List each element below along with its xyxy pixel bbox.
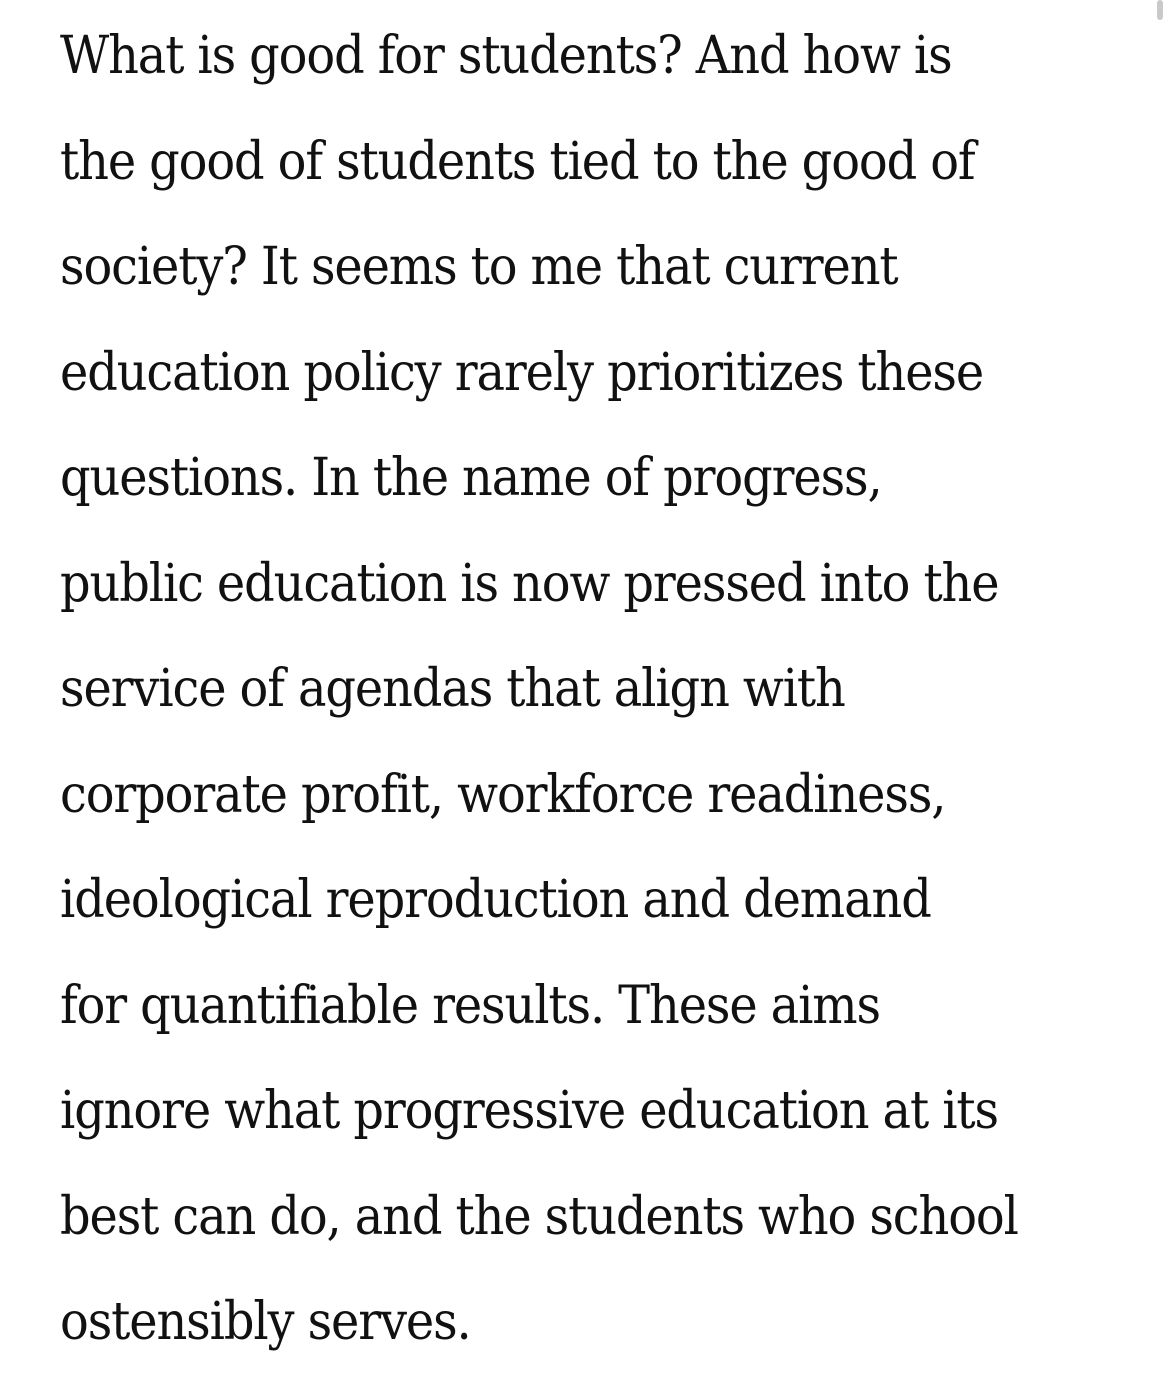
article-paragraph <box>60 0 1054 1376</box>
scrollbar[interactable] <box>1157 0 1163 20</box>
text-line: ostensibly serves. <box>60 1292 471 1352</box>
text-line: What is good for students? And how is <box>60 26 952 86</box>
text-line: the good of students tied to the good of <box>60 131 975 192</box>
text-line: education policy rarely prioritizes these <box>60 342 984 403</box>
text-line: corporate profit, workforce readiness, <box>60 764 946 825</box>
text-line: for quantifiable results. These aims <box>60 975 880 1036</box>
text-line: ignore what progressive education at its <box>60 1081 998 1141</box>
text-line: questions. In the name of progress, <box>60 448 882 508</box>
text-line: ideological reproduction and demand <box>60 870 931 930</box>
text-line: public education is now pressed into the <box>60 553 999 614</box>
text-line: best can do, and the students who school <box>60 1186 1018 1247</box>
text-line: service of agendas that align with <box>60 659 845 719</box>
text-line: society? It seems to me that current <box>60 237 898 297</box>
